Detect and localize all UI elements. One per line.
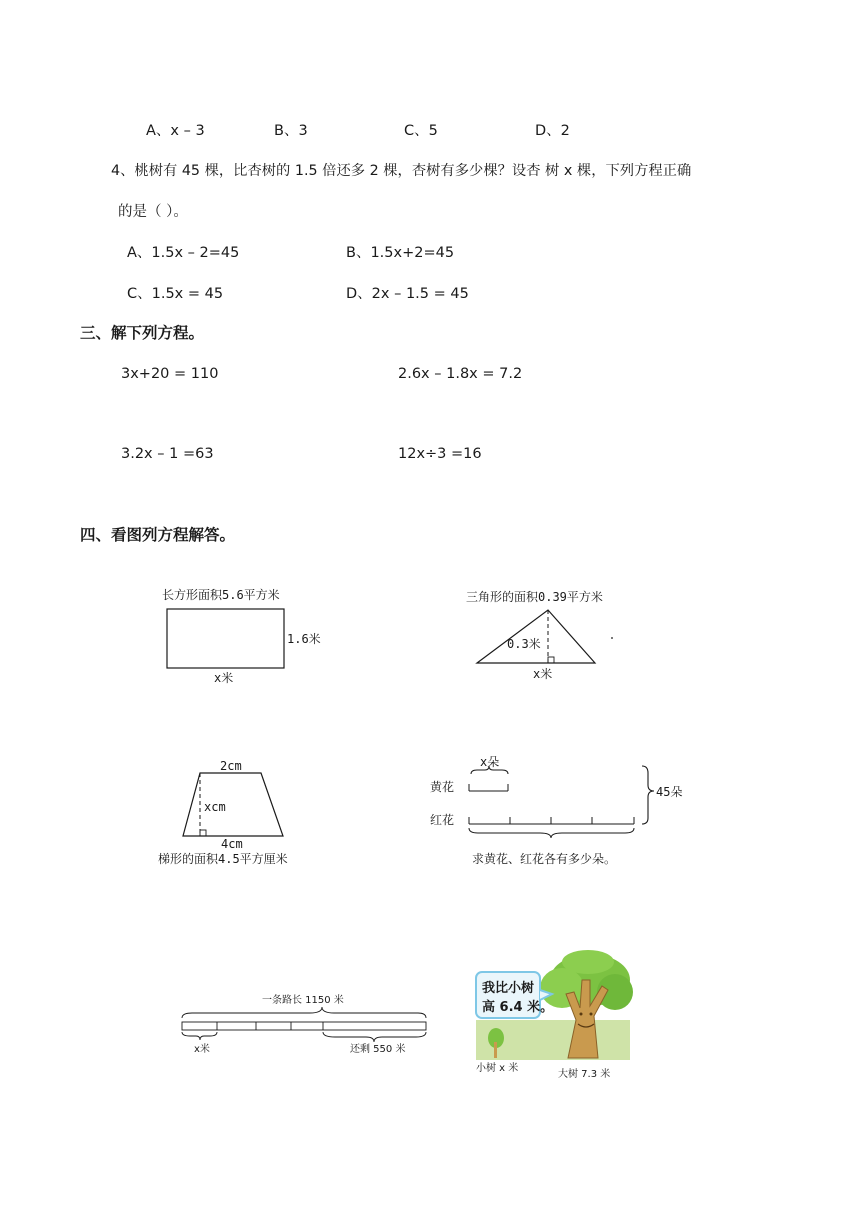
road-bar [182, 1022, 426, 1030]
equation-4: 12x÷3 =16 [398, 446, 482, 462]
road-part-brace [182, 1032, 217, 1040]
rectangle-side-label: 1.6米 [287, 632, 321, 646]
q4-option-c: C、1.5x = 45 [127, 286, 224, 302]
trapezoid-top-label: 2cm [220, 759, 242, 773]
q4-option-b: B、1.5x+2=45 [346, 245, 455, 261]
red-flower-label: 红花 [430, 813, 455, 827]
road-part-label: x米 [194, 1044, 210, 1055]
trees-illustration [470, 950, 640, 1085]
right-angle-mark [548, 657, 554, 663]
flowers-total-label: 45朵 [656, 785, 683, 799]
total-brace [642, 766, 654, 824]
unit-brace [471, 766, 508, 774]
road-remain-brace [323, 1032, 426, 1042]
flowers-question: 求黄花、红花各有多少朵。 [472, 852, 617, 866]
trapezoid-shape [183, 773, 283, 836]
yellow-flower-label: 黄花 [430, 780, 455, 794]
tree-eye [580, 1013, 583, 1016]
trapezoid-area-label: 梯形的面积4.5平方厘米 [158, 852, 288, 866]
road-remain-label: 还剩 550 米 [350, 1044, 406, 1055]
q4-option-d: D、2x – 1.5 = 45 [346, 286, 469, 302]
rectangle-base-label: x米 [214, 671, 234, 685]
equation-1: 3x+20 = 110 [121, 366, 219, 382]
speech-line-1: 我比小树 [482, 981, 535, 996]
trapezoid-height-label: xcm [204, 800, 226, 814]
speech-line-2: 高 6.4 米。 [482, 1000, 554, 1015]
triangle-area-label: 三角形的面积0.39平方米 [466, 590, 603, 604]
q3-option-c: C、5 [404, 123, 438, 139]
triangle-figure [460, 582, 640, 687]
small-tree-label: 小树 x 米 [476, 1063, 519, 1074]
section3-heading: 三、解下列方程。 [80, 324, 205, 342]
q4-text-line2: 的是（ ）。 [118, 204, 188, 220]
q3-option-a: A、x – 3 [146, 123, 205, 139]
q4-text-line1: 4、桃树有 45 棵，比杏树的 1.5 倍还多 2 棵，杏树有多少棵？设杏 树 x 棵，下列方程正确 [111, 163, 692, 179]
stray-dot [611, 637, 613, 639]
equation-2: 2.6x – 1.8x = 7.2 [398, 366, 523, 382]
road-total-brace [182, 1007, 426, 1018]
flowers-figure [420, 748, 700, 873]
triangle-base-label: x米 [533, 667, 553, 681]
flowers-unit-label: x朵 [480, 755, 500, 769]
q3-option-d: D、2 [535, 123, 570, 139]
rectangle-area-label: 长方形面积5.6平方米 [162, 588, 280, 602]
tree-eye [590, 1013, 593, 1016]
q4-option-a: A、1.5x – 2=45 [127, 245, 240, 261]
rectangle-figure [150, 580, 360, 690]
trapezoid-bottom-label: 4cm [221, 837, 243, 851]
road-total-label: 一条路长 1150 米 [262, 995, 344, 1006]
equation-3: 3.2x – 1 =63 [121, 446, 214, 462]
triangle-height-label: 0.3米 [507, 637, 541, 651]
big-tree-label: 大树 7.3 米 [558, 1069, 611, 1080]
road-figure [170, 990, 440, 1060]
trapezoid-figure [150, 755, 320, 875]
section4-heading: 四、看图列方程解答。 [80, 526, 236, 544]
right-angle-mark [200, 830, 206, 836]
red-brace [469, 828, 634, 838]
q3-option-b: B、3 [274, 123, 308, 139]
rectangle-shape [167, 609, 284, 668]
